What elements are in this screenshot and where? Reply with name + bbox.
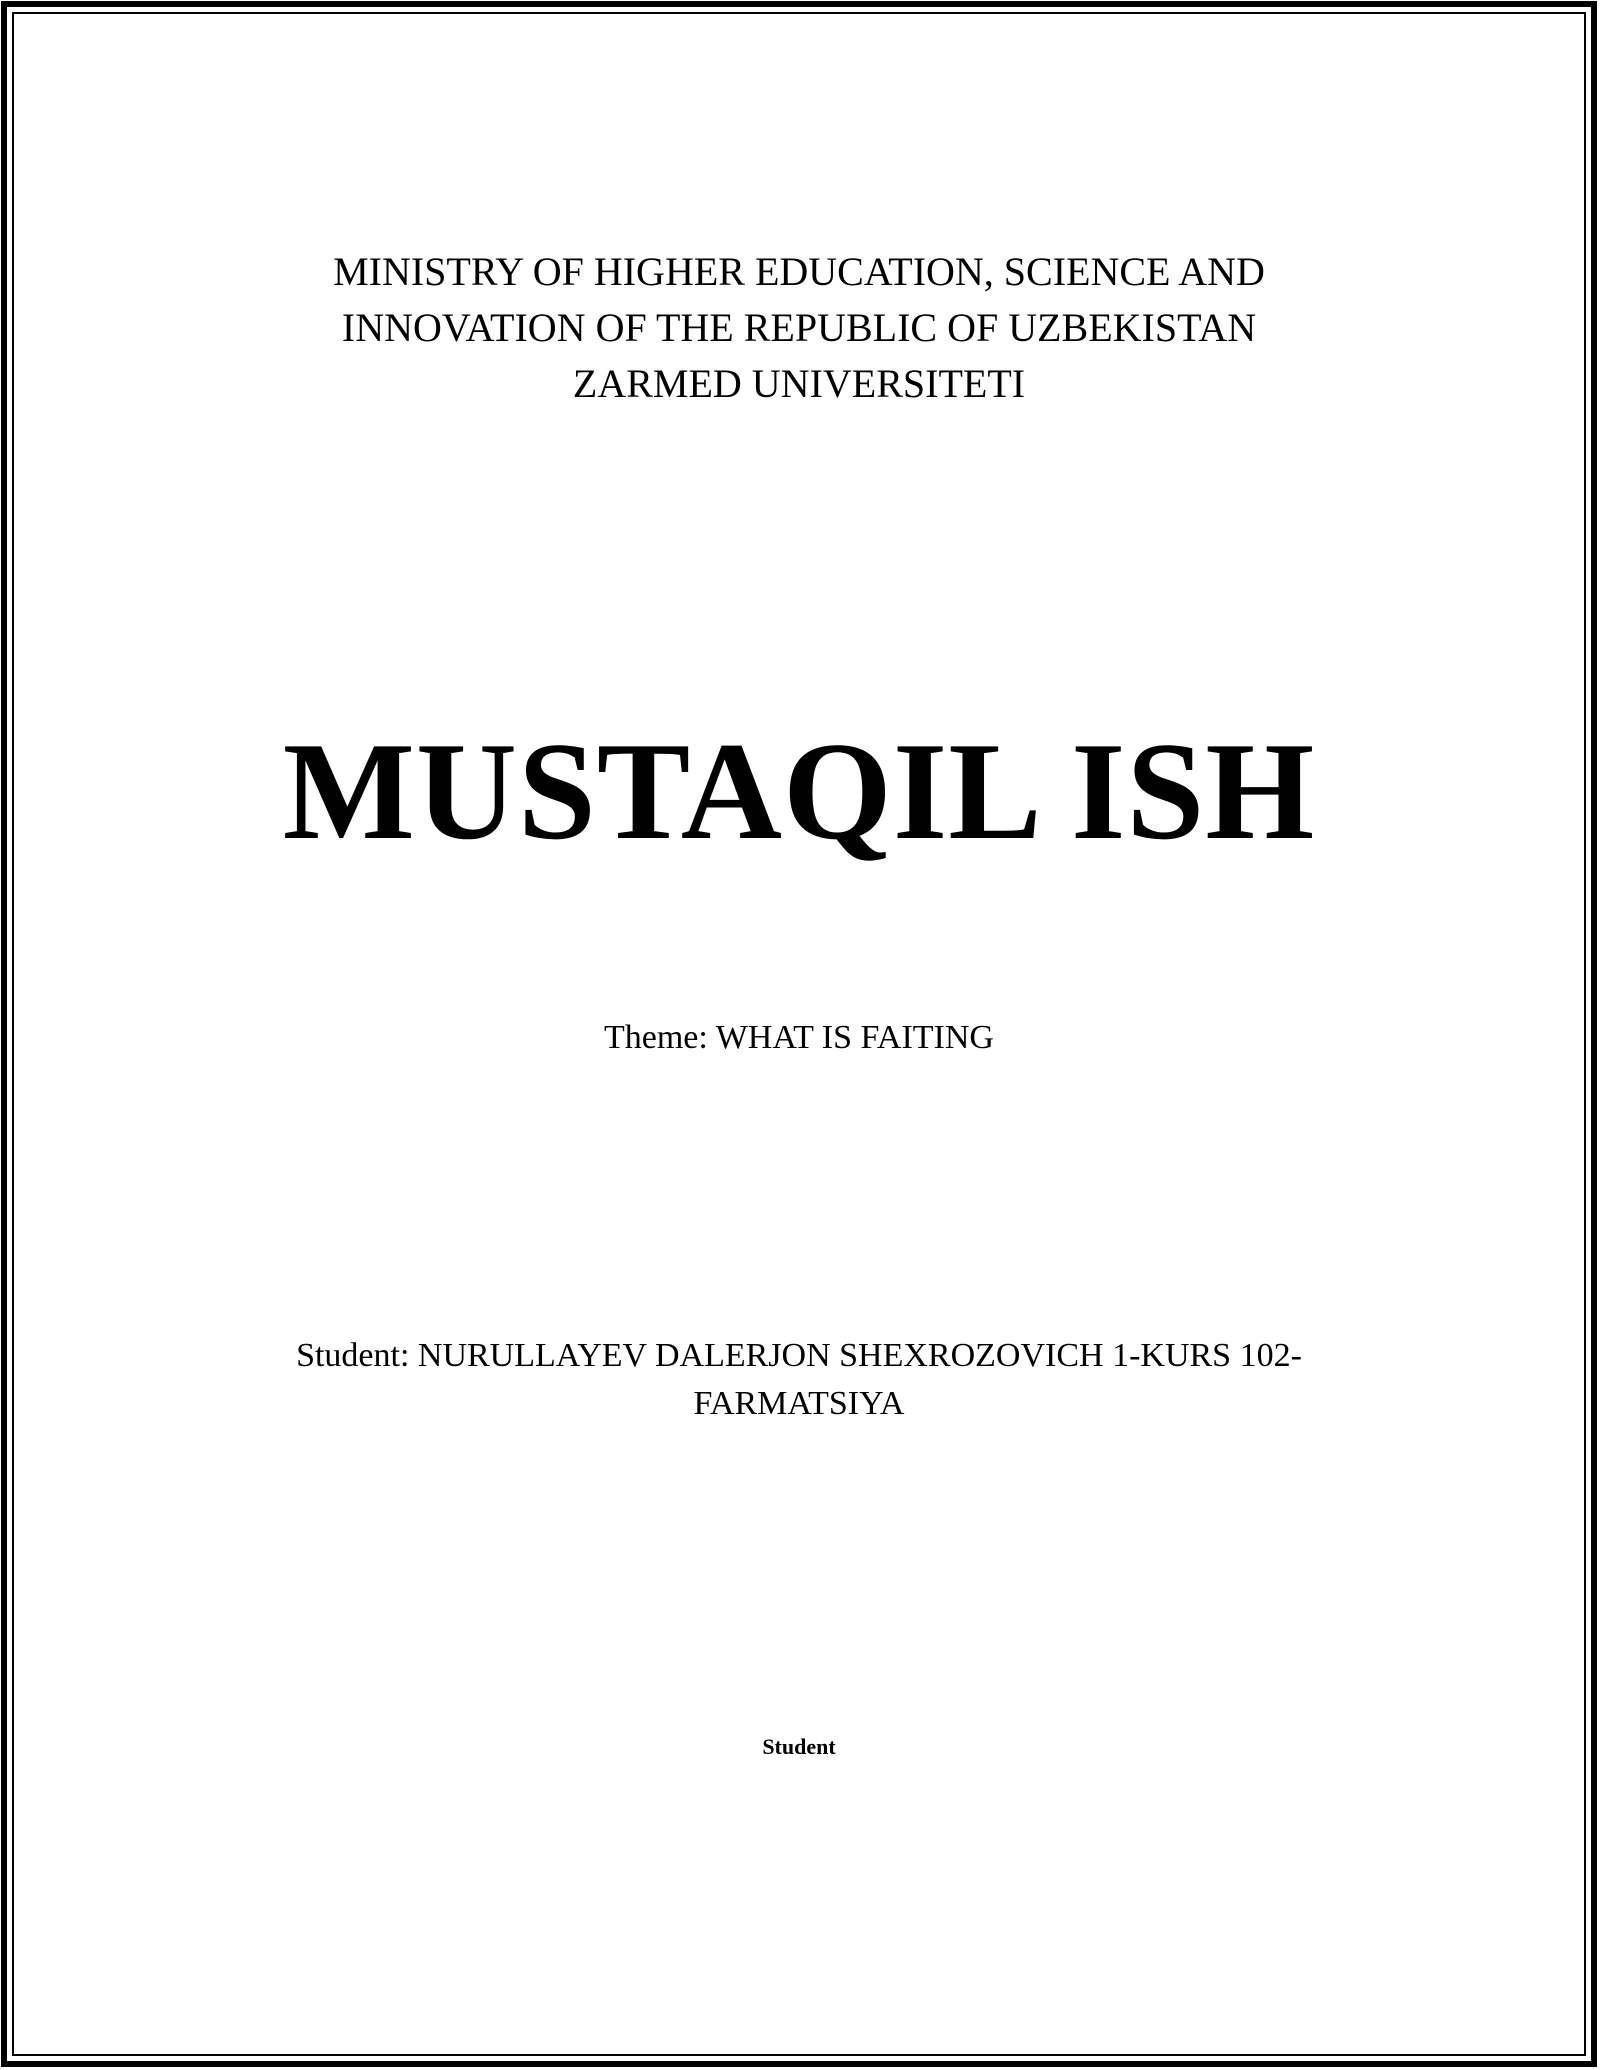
institution-header (14, 244, 1584, 412)
title-page (14, 14, 1584, 2054)
student-info (249, 1332, 1349, 1428)
university-name: ZARMED UNIVERSITETI (572, 361, 1026, 406)
student-caption: Student (762, 1734, 836, 1759)
document-title: MUSTAQIL ISH (282, 714, 1316, 869)
ministry-line-1: MINISTRY OF HIGHER EDUCATION, SCIENCE AND (333, 249, 1265, 294)
theme-line: Theme: WHAT IS FAITING (603, 1019, 994, 1056)
student-line-1: Student: NURULLAYEV DALERJON SHEXROZOVICH 1-KURS 102- (296, 1337, 1302, 1374)
ministry-line-2: INNOVATION OF THE REPUBLIC OF UZBEKISTAN (341, 305, 1257, 350)
student-line-2: FARMATSIYA (693, 1385, 905, 1422)
